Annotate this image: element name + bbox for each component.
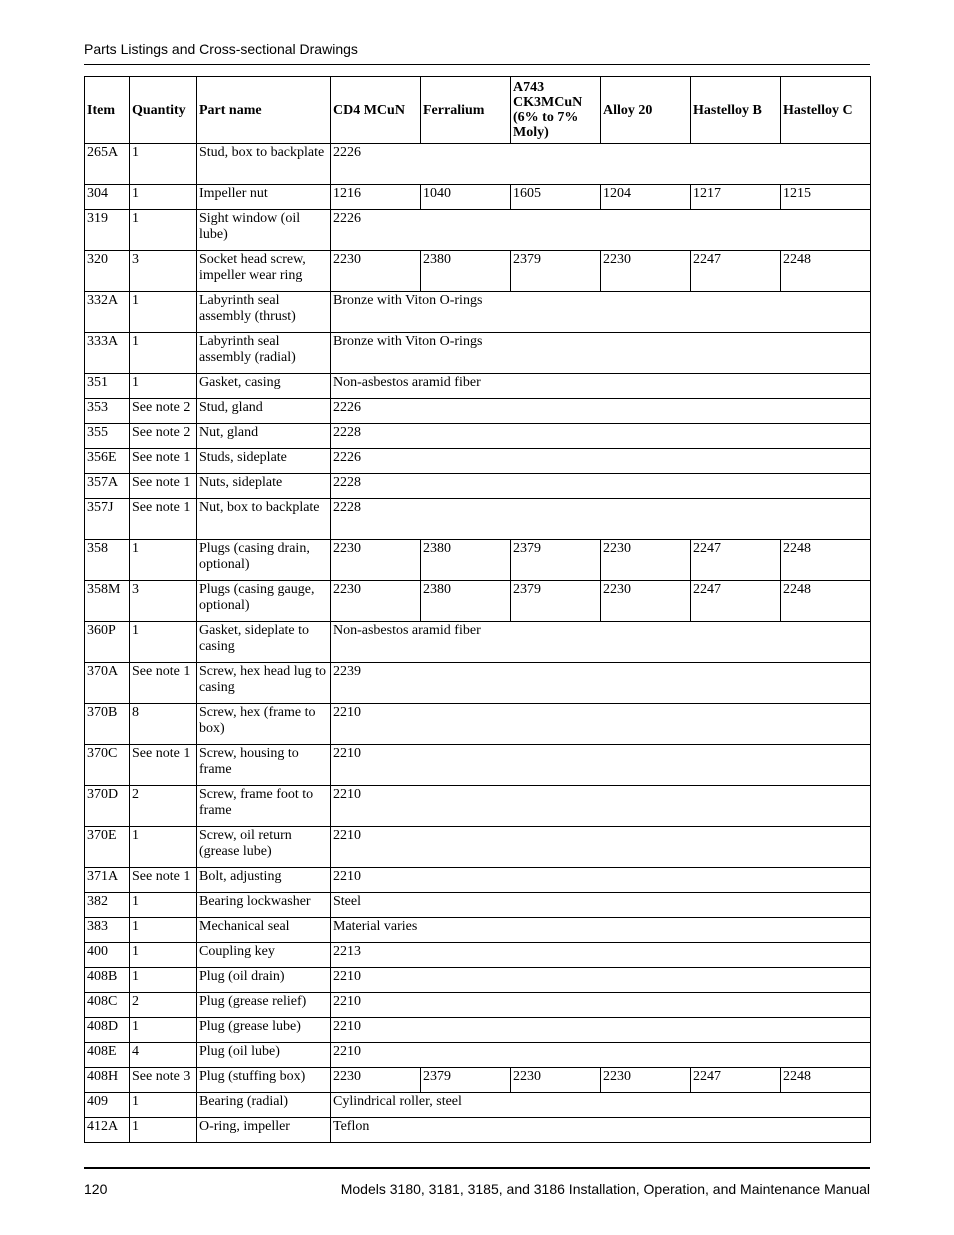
table-row bbox=[85, 399, 871, 424]
part-name-cell: Labyrinth seal assembly (radial) bbox=[197, 333, 331, 374]
material-cell: Non-asbestos aramid fiber bbox=[331, 622, 871, 663]
part-name-cell: Plugs (casing gauge, optional) bbox=[197, 581, 331, 622]
material-cell: 2230 bbox=[331, 581, 421, 622]
item-cell: 370A bbox=[85, 663, 130, 704]
material-cell: 1216 bbox=[331, 185, 421, 210]
table-row bbox=[85, 499, 871, 540]
table-row bbox=[85, 333, 871, 374]
column-header: Hastelloy C bbox=[781, 77, 871, 144]
material-cell: Non-asbestos aramid fiber bbox=[331, 374, 871, 399]
material-cell: 2228 bbox=[331, 474, 871, 499]
material-cell: 2210 bbox=[331, 827, 871, 868]
material-cell: 2226 bbox=[331, 449, 871, 474]
part-name-cell: Screw, hex (frame to box) bbox=[197, 704, 331, 745]
material-cell: 2210 bbox=[331, 868, 871, 893]
table-row bbox=[85, 704, 871, 745]
quantity-cell: 1 bbox=[130, 918, 197, 943]
table-row bbox=[85, 1043, 871, 1068]
table-row bbox=[85, 1068, 871, 1093]
item-cell: 400 bbox=[85, 943, 130, 968]
material-cell: 2380 bbox=[421, 540, 511, 581]
table-row bbox=[85, 474, 871, 499]
item-cell: 412A bbox=[85, 1118, 130, 1143]
part-name-cell: Nut, gland bbox=[197, 424, 331, 449]
item-cell: 332A bbox=[85, 292, 130, 333]
quantity-cell: 2 bbox=[130, 993, 197, 1018]
material-cell: 2226 bbox=[331, 399, 871, 424]
part-name-cell: Bearing (radial) bbox=[197, 1093, 331, 1118]
quantity-cell: 3 bbox=[130, 251, 197, 292]
material-cell: 1040 bbox=[421, 185, 511, 210]
part-name-cell: Socket head screw, impeller wear ring bbox=[197, 251, 331, 292]
item-cell: 382 bbox=[85, 893, 130, 918]
quantity-cell: 1 bbox=[130, 144, 197, 185]
material-cell: Bronze with Viton O-rings bbox=[331, 292, 871, 333]
column-header: Ferralium bbox=[421, 77, 511, 144]
item-cell: 358M bbox=[85, 581, 130, 622]
item-cell: 357J bbox=[85, 499, 130, 540]
quantity-cell: 1 bbox=[130, 1093, 197, 1118]
material-cell: 1215 bbox=[781, 185, 871, 210]
part-name-cell: Coupling key bbox=[197, 943, 331, 968]
part-name-cell: Nut, box to backplate bbox=[197, 499, 331, 540]
column-header: Item bbox=[85, 77, 130, 144]
material-cell: 2226 bbox=[331, 144, 871, 185]
material-cell: 2230 bbox=[511, 1068, 601, 1093]
material-cell: 2379 bbox=[421, 1068, 511, 1093]
table-row bbox=[85, 374, 871, 399]
material-cell: 2379 bbox=[511, 251, 601, 292]
parts-table bbox=[84, 76, 871, 1143]
table-row bbox=[85, 827, 871, 868]
quantity-cell: 1 bbox=[130, 622, 197, 663]
item-cell: 353 bbox=[85, 399, 130, 424]
part-name-cell: Plug (oil lube) bbox=[197, 1043, 331, 1068]
quantity-cell: 1 bbox=[130, 943, 197, 968]
quantity-cell: 1 bbox=[130, 540, 197, 581]
table-row bbox=[85, 210, 871, 251]
item-cell: 408E bbox=[85, 1043, 130, 1068]
item-cell: 408B bbox=[85, 968, 130, 993]
table-row bbox=[85, 581, 871, 622]
material-cell: 2210 bbox=[331, 968, 871, 993]
item-cell: 370E bbox=[85, 827, 130, 868]
material-cell: 2230 bbox=[601, 581, 691, 622]
table-row bbox=[85, 786, 871, 827]
quantity-cell: 2 bbox=[130, 786, 197, 827]
material-cell: 1605 bbox=[511, 185, 601, 210]
material-cell: 2380 bbox=[421, 581, 511, 622]
item-cell: 319 bbox=[85, 210, 130, 251]
part-name-cell: Screw, oil return (grease lube) bbox=[197, 827, 331, 868]
table-row bbox=[85, 1093, 871, 1118]
material-cell: 2248 bbox=[781, 581, 871, 622]
page-number: 120 bbox=[84, 1181, 108, 1197]
quantity-cell: 1 bbox=[130, 333, 197, 374]
item-cell: 357A bbox=[85, 474, 130, 499]
material-cell: 2248 bbox=[781, 1068, 871, 1093]
part-name-cell: Plug (grease lube) bbox=[197, 1018, 331, 1043]
table-row bbox=[85, 540, 871, 581]
material-cell: 2210 bbox=[331, 1043, 871, 1068]
part-name-cell: Studs, sideplate bbox=[197, 449, 331, 474]
quantity-cell: 1 bbox=[130, 893, 197, 918]
quantity-cell: 1 bbox=[130, 1018, 197, 1043]
column-header: Hastelloy B bbox=[691, 77, 781, 144]
material-cell: 2247 bbox=[691, 1068, 781, 1093]
column-header: A743 CK3MCuN (6% to 7% Moly) bbox=[511, 77, 601, 144]
material-cell: 1204 bbox=[601, 185, 691, 210]
material-cell: 2210 bbox=[331, 704, 871, 745]
material-cell: 2228 bbox=[331, 499, 871, 540]
part-name-cell: Plugs (casing drain, optional) bbox=[197, 540, 331, 581]
table-row bbox=[85, 993, 871, 1018]
table-row bbox=[85, 1018, 871, 1043]
table-row bbox=[85, 185, 871, 210]
material-cell: 2210 bbox=[331, 1018, 871, 1043]
material-cell: 2230 bbox=[601, 251, 691, 292]
table-row bbox=[85, 745, 871, 786]
part-name-cell: Screw, frame foot to frame bbox=[197, 786, 331, 827]
quantity-cell: See note 1 bbox=[130, 499, 197, 540]
quantity-cell: 1 bbox=[130, 827, 197, 868]
quantity-cell: See note 2 bbox=[130, 424, 197, 449]
material-cell: 2379 bbox=[511, 540, 601, 581]
material-cell: 2379 bbox=[511, 581, 601, 622]
quantity-cell: 1 bbox=[130, 968, 197, 993]
column-header: Part name bbox=[197, 77, 331, 144]
material-cell: 2230 bbox=[331, 1068, 421, 1093]
part-name-cell: Screw, housing to frame bbox=[197, 745, 331, 786]
part-name-cell: Labyrinth seal assembly (thrust) bbox=[197, 292, 331, 333]
material-cell: 2230 bbox=[331, 251, 421, 292]
table-row bbox=[85, 918, 871, 943]
table-row bbox=[85, 622, 871, 663]
material-cell: 2230 bbox=[331, 540, 421, 581]
item-cell: 351 bbox=[85, 374, 130, 399]
material-cell: Cylindrical roller, steel bbox=[331, 1093, 871, 1118]
item-cell: 370C bbox=[85, 745, 130, 786]
table-row bbox=[85, 893, 871, 918]
material-cell: 2210 bbox=[331, 786, 871, 827]
part-name-cell: Screw, hex head lug to casing bbox=[197, 663, 331, 704]
quantity-cell: 8 bbox=[130, 704, 197, 745]
part-name-cell: Gasket, casing bbox=[197, 374, 331, 399]
part-name-cell: Stud, box to backplate bbox=[197, 144, 331, 185]
material-cell: 2380 bbox=[421, 251, 511, 292]
item-cell: 320 bbox=[85, 251, 130, 292]
material-cell: 2247 bbox=[691, 251, 781, 292]
item-cell: 304 bbox=[85, 185, 130, 210]
table-row bbox=[85, 968, 871, 993]
quantity-cell: 4 bbox=[130, 1043, 197, 1068]
item-cell: 408H bbox=[85, 1068, 130, 1093]
quantity-cell: 1 bbox=[130, 185, 197, 210]
part-name-cell: Plug (grease relief) bbox=[197, 993, 331, 1018]
quantity-cell: See note 1 bbox=[130, 474, 197, 499]
material-cell: 2210 bbox=[331, 993, 871, 1018]
item-cell: 409 bbox=[85, 1093, 130, 1118]
part-name-cell: Nuts, sideplate bbox=[197, 474, 331, 499]
material-cell: 2230 bbox=[601, 540, 691, 581]
item-cell: 355 bbox=[85, 424, 130, 449]
part-name-cell: Gasket, sideplate to casing bbox=[197, 622, 331, 663]
quantity-cell: See note 2 bbox=[130, 399, 197, 424]
part-name-cell: Sight window (oil lube) bbox=[197, 210, 331, 251]
material-cell: 2213 bbox=[331, 943, 871, 968]
quantity-cell: See note 1 bbox=[130, 745, 197, 786]
material-cell: Material varies bbox=[331, 918, 871, 943]
footer-divider bbox=[84, 1167, 870, 1169]
quantity-cell: 1 bbox=[130, 292, 197, 333]
material-cell: 2247 bbox=[691, 540, 781, 581]
quantity-cell: See note 3 bbox=[130, 1068, 197, 1093]
part-name-cell: Mechanical seal bbox=[197, 918, 331, 943]
quantity-cell: 1 bbox=[130, 210, 197, 251]
table-row bbox=[85, 144, 871, 185]
part-name-cell: Bearing lockwasher bbox=[197, 893, 331, 918]
parts-table-body bbox=[85, 144, 871, 1143]
item-cell: 370B bbox=[85, 704, 130, 745]
material-cell: Teflon bbox=[331, 1118, 871, 1143]
column-header: CD4 MCuN bbox=[331, 77, 421, 144]
table-row bbox=[85, 1118, 871, 1143]
item-cell: 358 bbox=[85, 540, 130, 581]
column-header: Alloy 20 bbox=[601, 77, 691, 144]
table-row bbox=[85, 251, 871, 292]
quantity-cell: See note 1 bbox=[130, 663, 197, 704]
header-divider bbox=[84, 64, 870, 65]
material-cell: 1217 bbox=[691, 185, 781, 210]
part-name-cell: Bolt, adjusting bbox=[197, 868, 331, 893]
material-cell: 2248 bbox=[781, 540, 871, 581]
item-cell: 371A bbox=[85, 868, 130, 893]
part-name-cell: Stud, gland bbox=[197, 399, 331, 424]
item-cell: 360P bbox=[85, 622, 130, 663]
table-header-row bbox=[85, 77, 871, 144]
table-row bbox=[85, 663, 871, 704]
table-row bbox=[85, 868, 871, 893]
part-name-cell: Plug (oil drain) bbox=[197, 968, 331, 993]
material-cell: 2226 bbox=[331, 210, 871, 251]
material-cell: 2210 bbox=[331, 745, 871, 786]
column-header: Quantity bbox=[130, 77, 197, 144]
part-name-cell: Impeller nut bbox=[197, 185, 331, 210]
table-row bbox=[85, 449, 871, 474]
material-cell: 2248 bbox=[781, 251, 871, 292]
item-cell: 383 bbox=[85, 918, 130, 943]
quantity-cell: 3 bbox=[130, 581, 197, 622]
quantity-cell: 1 bbox=[130, 374, 197, 399]
item-cell: 370D bbox=[85, 786, 130, 827]
table-row bbox=[85, 424, 871, 449]
manual-title: Models 3180, 3181, 3185, and 3186 Installation, Operation, and Maintenance Manual bbox=[340, 1181, 870, 1197]
part-name-cell: O-ring, impeller bbox=[197, 1118, 331, 1143]
item-cell: 333A bbox=[85, 333, 130, 374]
table-row bbox=[85, 943, 871, 968]
material-cell: Steel bbox=[331, 893, 871, 918]
item-cell: 356E bbox=[85, 449, 130, 474]
table-row bbox=[85, 292, 871, 333]
item-cell: 408D bbox=[85, 1018, 130, 1043]
material-cell: 2228 bbox=[331, 424, 871, 449]
quantity-cell: See note 1 bbox=[130, 868, 197, 893]
page-header-title: Parts Listings and Cross-sectional Drawings bbox=[84, 41, 358, 57]
item-cell: 408C bbox=[85, 993, 130, 1018]
quantity-cell: 1 bbox=[130, 1118, 197, 1143]
quantity-cell: See note 1 bbox=[130, 449, 197, 474]
material-cell: Bronze with Viton O-rings bbox=[331, 333, 871, 374]
part-name-cell: Plug (stuffing box) bbox=[197, 1068, 331, 1093]
material-cell: 2230 bbox=[601, 1068, 691, 1093]
material-cell: 2247 bbox=[691, 581, 781, 622]
item-cell: 265A bbox=[85, 144, 130, 185]
material-cell: 2239 bbox=[331, 663, 871, 704]
